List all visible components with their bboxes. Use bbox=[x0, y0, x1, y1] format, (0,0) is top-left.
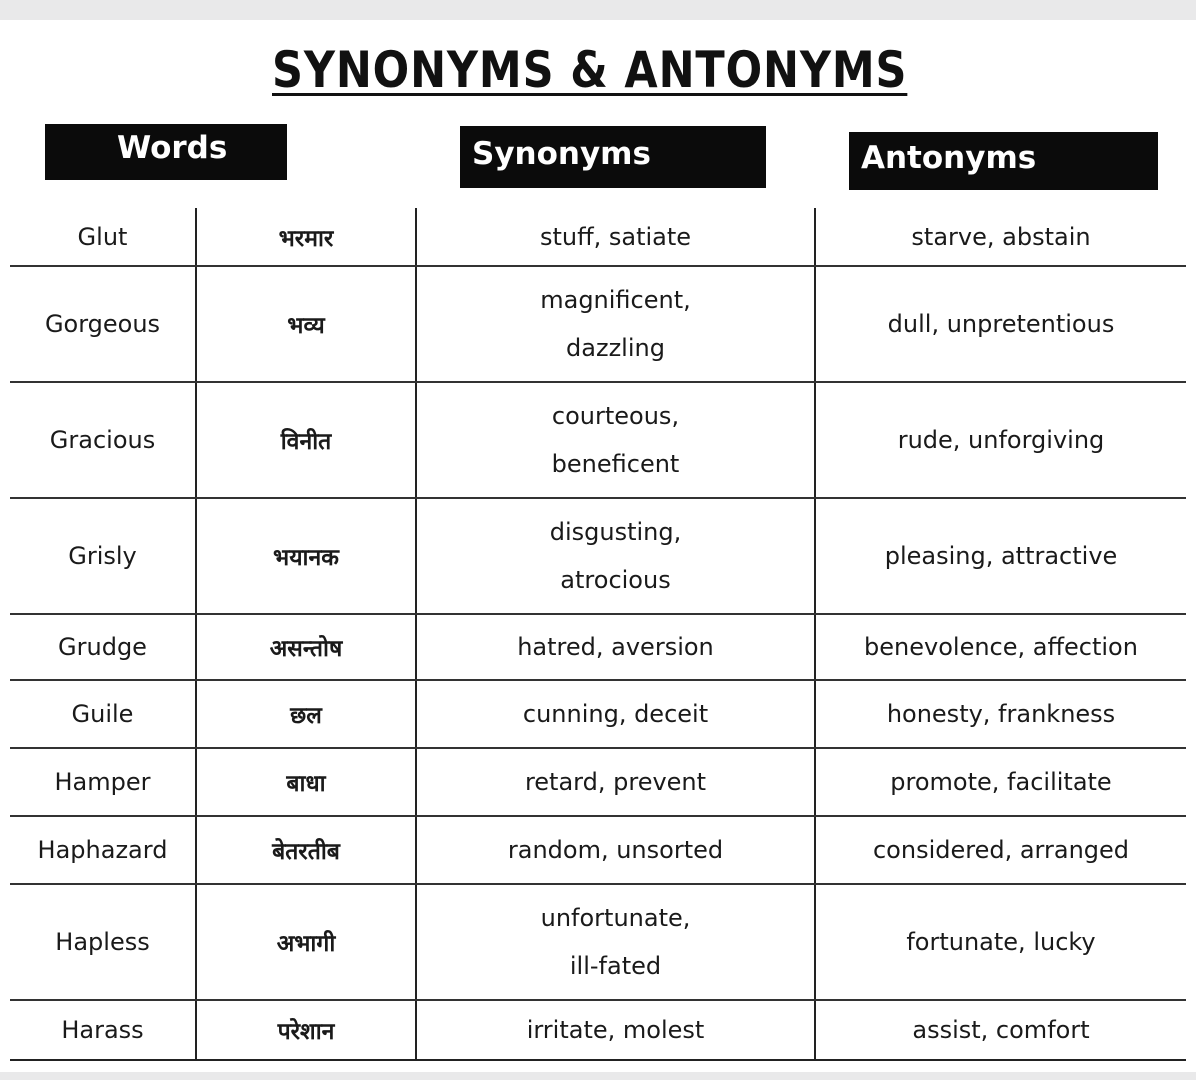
synonym-line: courteous, bbox=[551, 402, 680, 430]
synonyms-cell bbox=[416, 266, 815, 382]
hindi-meaning-cell: भरमार bbox=[196, 208, 416, 266]
synonym-line: magnificent, bbox=[540, 286, 691, 314]
synonym-line: irritate, molest bbox=[526, 1016, 705, 1044]
hindi-meaning-cell: बाधा bbox=[196, 748, 416, 816]
synonyms-cell bbox=[416, 208, 815, 266]
hindi-meaning-cell: विनीत bbox=[196, 382, 416, 498]
word-cell: Gorgeous bbox=[10, 266, 196, 382]
synonyms-cell bbox=[416, 680, 815, 748]
table-row bbox=[10, 1000, 1186, 1060]
antonyms-cell: promote, facilitate bbox=[815, 748, 1186, 816]
table-row bbox=[10, 680, 1186, 748]
hindi-meaning-cell: बेतरतीब bbox=[196, 816, 416, 884]
word-cell: Harass bbox=[10, 1000, 196, 1060]
synonym-line: atrocious bbox=[560, 566, 671, 594]
synonym-line: ill-fated bbox=[569, 952, 662, 980]
synonym-line: random, unsorted bbox=[507, 836, 724, 864]
synonym-line: unfortunate, bbox=[540, 904, 691, 932]
synonyms-cell bbox=[416, 884, 815, 1000]
word-cell: Glut bbox=[10, 208, 196, 266]
column-header-synonyms: Synonyms bbox=[460, 126, 766, 188]
antonyms-cell: honesty, frankness bbox=[815, 680, 1186, 748]
vocabulary-table-body bbox=[10, 208, 1186, 1060]
synonyms-cell bbox=[416, 1000, 815, 1060]
synonyms-cell bbox=[416, 382, 815, 498]
synonyms-cell bbox=[416, 816, 815, 884]
table-row bbox=[10, 382, 1186, 498]
hindi-meaning-cell: अभागी bbox=[196, 884, 416, 1000]
word-cell: Hapless bbox=[10, 884, 196, 1000]
antonyms-cell: dull, unpretentious bbox=[815, 266, 1186, 382]
table-row bbox=[10, 748, 1186, 816]
synonyms-cell bbox=[416, 498, 815, 614]
table-row bbox=[10, 208, 1186, 266]
hindi-meaning-cell: असन्तोष bbox=[196, 614, 416, 680]
table-row bbox=[10, 884, 1186, 1000]
column-header-antonyms: Antonyms bbox=[849, 132, 1158, 190]
table-row bbox=[10, 614, 1186, 680]
column-header-words: Words bbox=[45, 124, 287, 180]
page-title: SYNONYMS & ANTONYMS bbox=[272, 41, 908, 99]
antonyms-cell: considered, arranged bbox=[815, 816, 1186, 884]
synonym-line: stuff, satiate bbox=[539, 222, 692, 251]
antonyms-cell: starve, abstain bbox=[815, 208, 1186, 266]
table-row bbox=[10, 498, 1186, 614]
hindi-meaning-cell: भयानक bbox=[196, 498, 416, 614]
word-cell: Hamper bbox=[10, 748, 196, 816]
antonyms-cell: rude, unforgiving bbox=[815, 382, 1186, 498]
table-row bbox=[10, 266, 1186, 382]
word-cell: Haphazard bbox=[10, 816, 196, 884]
word-cell: Guile bbox=[10, 680, 196, 748]
synonym-line: hatred, aversion bbox=[517, 633, 714, 661]
word-cell: Grisly bbox=[10, 498, 196, 614]
antonyms-cell: pleasing, attractive bbox=[815, 498, 1186, 614]
antonyms-cell: fortunate, lucky bbox=[815, 884, 1186, 1000]
word-cell: Gracious bbox=[10, 382, 196, 498]
synonym-line: beneficent bbox=[551, 450, 680, 478]
hindi-meaning-cell: परेशान bbox=[196, 1000, 416, 1060]
synonyms-cell bbox=[416, 748, 815, 816]
synonym-line: retard, prevent bbox=[524, 768, 707, 796]
hindi-meaning-cell: छल bbox=[196, 680, 416, 748]
document-page bbox=[0, 20, 1196, 1072]
antonyms-cell: assist, comfort bbox=[815, 1000, 1186, 1060]
synonym-line: cunning, deceit bbox=[522, 700, 709, 728]
synonyms-cell bbox=[416, 614, 815, 680]
synonym-line: disgusting, bbox=[549, 518, 682, 546]
vocabulary-table bbox=[10, 208, 1186, 1061]
hindi-meaning-cell: भव्य bbox=[196, 266, 416, 382]
antonyms-cell: benevolence, affection bbox=[815, 614, 1186, 680]
word-cell: Grudge bbox=[10, 614, 196, 680]
table-row bbox=[10, 816, 1186, 884]
synonym-line: dazzling bbox=[566, 334, 665, 362]
